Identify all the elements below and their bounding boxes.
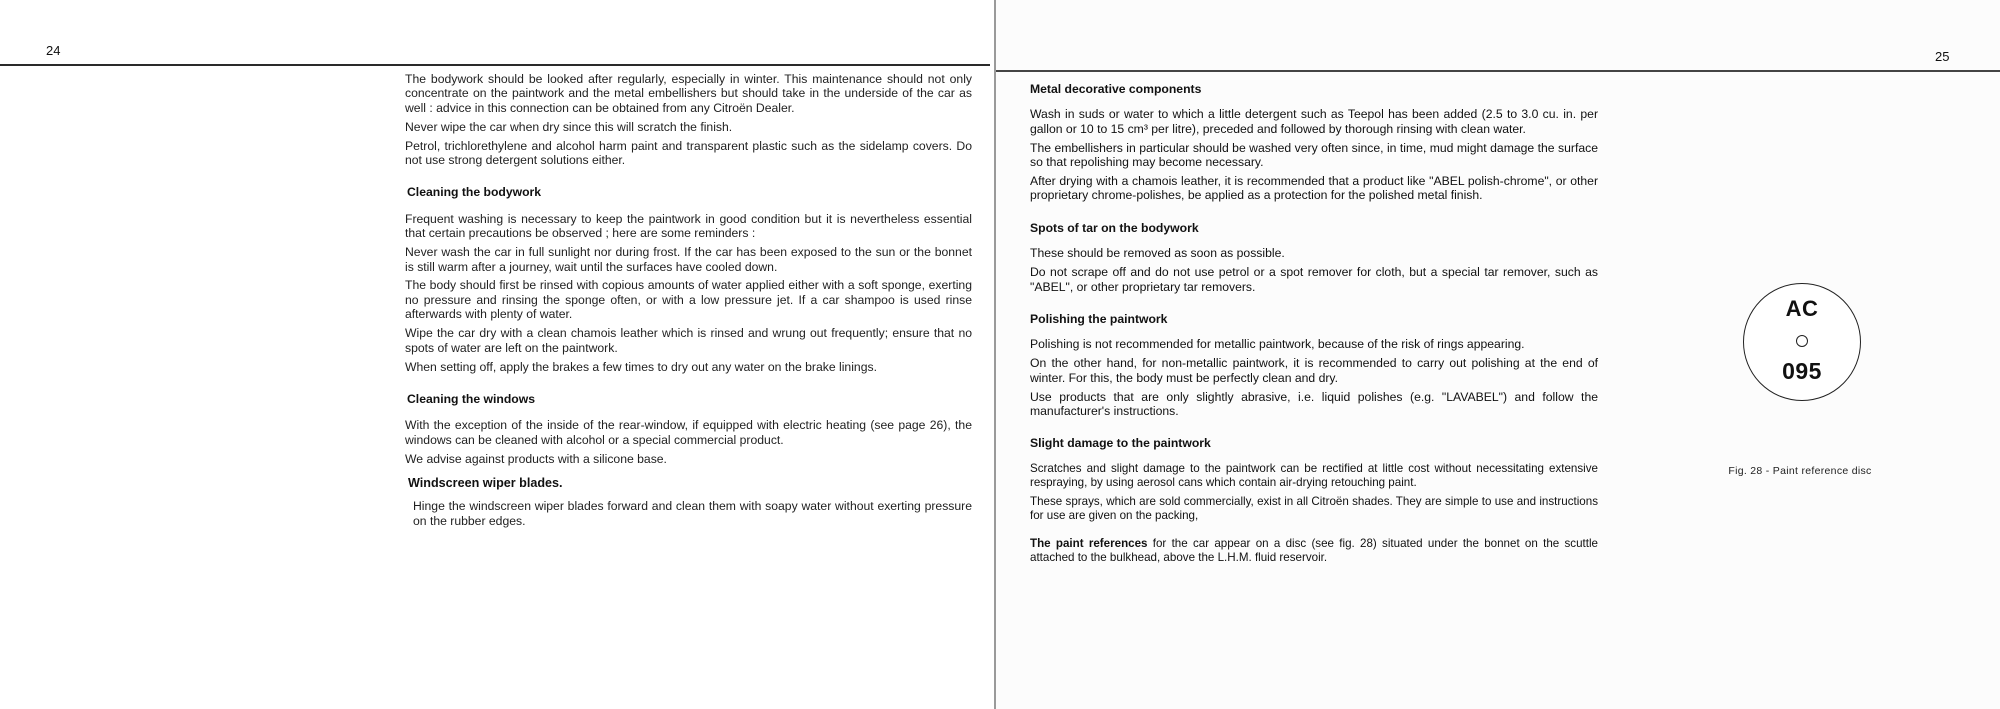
body-paragraph: These sprays, which are sold commercially, exist in all Citroën shades. They are simple to use and instructions for use are given on the packing, bbox=[1030, 494, 1598, 522]
body-paragraph: Polishing is not recommended for metallic paintwork, because of the risk of rings appearing. bbox=[1030, 337, 1525, 352]
disc-hole-icon bbox=[1796, 335, 1808, 347]
paint-reference-disc-figure bbox=[1743, 283, 1861, 401]
section-heading-wiper-blades: Windscreen wiper blades. bbox=[408, 476, 563, 491]
body-paragraph: Hinge the windscreen wiper blades forward and clean them with soapy water without exerting pressure on the rubber edges. bbox=[413, 499, 972, 528]
left-text-column bbox=[405, 72, 972, 533]
body-paragraph: Wash in suds or water to which a little detergent such as Teepol has been added (2.5 to 3.0 cu. in. per gallon or 10 to 15 cm³ per litre), preceded and followed by thorough rinsing with clean water. bbox=[1030, 107, 1598, 136]
disc-code-top: AC bbox=[1785, 296, 1819, 321]
body-paragraph: Do not scrape off and do not use petrol or a spot remover for cloth, but a special tar remover, such as "ABEL", or other proprietary tar removers. bbox=[1030, 265, 1598, 294]
page-number-left: 24 bbox=[46, 43, 61, 58]
body-paragraph: The embellishers in particular should be washed very often since, in time, mud might damage the surface so that repolishing may become necessary. bbox=[1030, 140, 1598, 170]
section-heading-tar-spots: Spots of tar on the bodywork bbox=[1030, 220, 1199, 235]
body-paragraph: Scratches and slight damage to the paintwork can be rectified at little cost without necessitating extensive respraying, by using aerosol cans which contain air-drying retouching paint. bbox=[1030, 461, 1598, 490]
body-paragraph: Frequent washing is necessary to keep the paintwork in good condition but it is nevertheless essential that certain precautions be observed ; here are some reminders : bbox=[405, 211, 972, 241]
body-paragraph: On the other hand, for non-metallic paintwork, it is recommended to carry out polishing at the end of winter. For this, the body must be perfectly clean and dry. bbox=[1030, 356, 1598, 385]
section-heading-polishing: Polishing the paintwork bbox=[1030, 311, 1168, 326]
paint-references-text: for the car appear on a disc (see fig. 28) situated under the bonnet on the scuttle attached to the bulkhead, above the L.H.M. fluid reservoir. bbox=[1030, 537, 1598, 565]
intro-paragraph: Petrol, trichlorethylene and alcohol harm paint and transparent plastic such as the sidelamp covers. Do not use strong detergent solutions either. bbox=[405, 138, 972, 168]
intro-paragraph: The bodywork should be looked after regularly, especially in winter. This maintenance should not only concentrate on the paintwork and the metal embellishers but should take in the underside of the car as well : advice in this connection can be obtained from any Citroën Dealer. bbox=[405, 72, 972, 115]
disc-code-bottom: 095 bbox=[1782, 358, 1822, 384]
body-paragraph: Wipe the car dry with a clean chamois leather which is rinsed and wrung out frequently; ensure that no spots of water are left on the paintwork. bbox=[405, 326, 972, 355]
body-paragraph: The body should first be rinsed with copious amounts of water applied either with a soft sponge, exerting no pressure and rinsing the sponge often, or with a low pressure jet. If a car shampoo is used rinse afterwards with plenty of water. bbox=[405, 278, 972, 322]
page-number-right: 25 bbox=[1935, 49, 1950, 64]
section-heading-cleaning-bodywork: Cleaning the bodywork bbox=[407, 185, 542, 200]
section-heading-metal-components: Metal decorative components bbox=[1030, 82, 1202, 96]
header-rule-left bbox=[0, 64, 990, 66]
body-paragraph: After drying with a chamois leather, it is recommended that a product like "ABEL polish-chrome", or other proprietary chrome-polishes, be applied as a protection for the polished metal finish. bbox=[1030, 174, 1598, 203]
paint-references-lead: The paint references bbox=[1030, 537, 1148, 551]
left-page bbox=[0, 0, 994, 709]
section-heading-slight-damage: Slight damage to the paintwork bbox=[1030, 436, 1211, 451]
body-paragraph: We advise against products with a silicone base. bbox=[405, 451, 667, 466]
section-heading-cleaning-windows: Cleaning the windows bbox=[407, 391, 535, 406]
paint-references-paragraph bbox=[1030, 537, 1598, 565]
body-paragraph: Use products that are only slightly abrasive, i.e. liquid polishes (e.g. "LAVABEL") and follow the manufacturer's instructions. bbox=[1030, 389, 1598, 418]
figure-caption: Fig. 28 - Paint reference disc bbox=[1728, 465, 1872, 477]
intro-paragraph: Never wipe the car when dry since this will scratch the finish. bbox=[405, 119, 733, 134]
body-paragraph: With the exception of the inside of the rear-window, if equipped with electric heating (see page 26), the windows can be cleaned with alcohol or a special commercial product. bbox=[405, 418, 972, 447]
right-text-column bbox=[1030, 82, 1598, 570]
header-rule-right bbox=[996, 70, 2000, 72]
body-paragraph: Never wash the car in full sunlight nor during frost. If the car has been exposed to the sun or the bonnet is still warm after a journey, wait until the surfaces have cooled down. bbox=[405, 245, 972, 274]
body-paragraph: These should be removed as soon as possible. bbox=[1030, 246, 1285, 261]
body-paragraph: When setting off, apply the brakes a few times to dry out any water on the brake linings. bbox=[405, 359, 877, 374]
